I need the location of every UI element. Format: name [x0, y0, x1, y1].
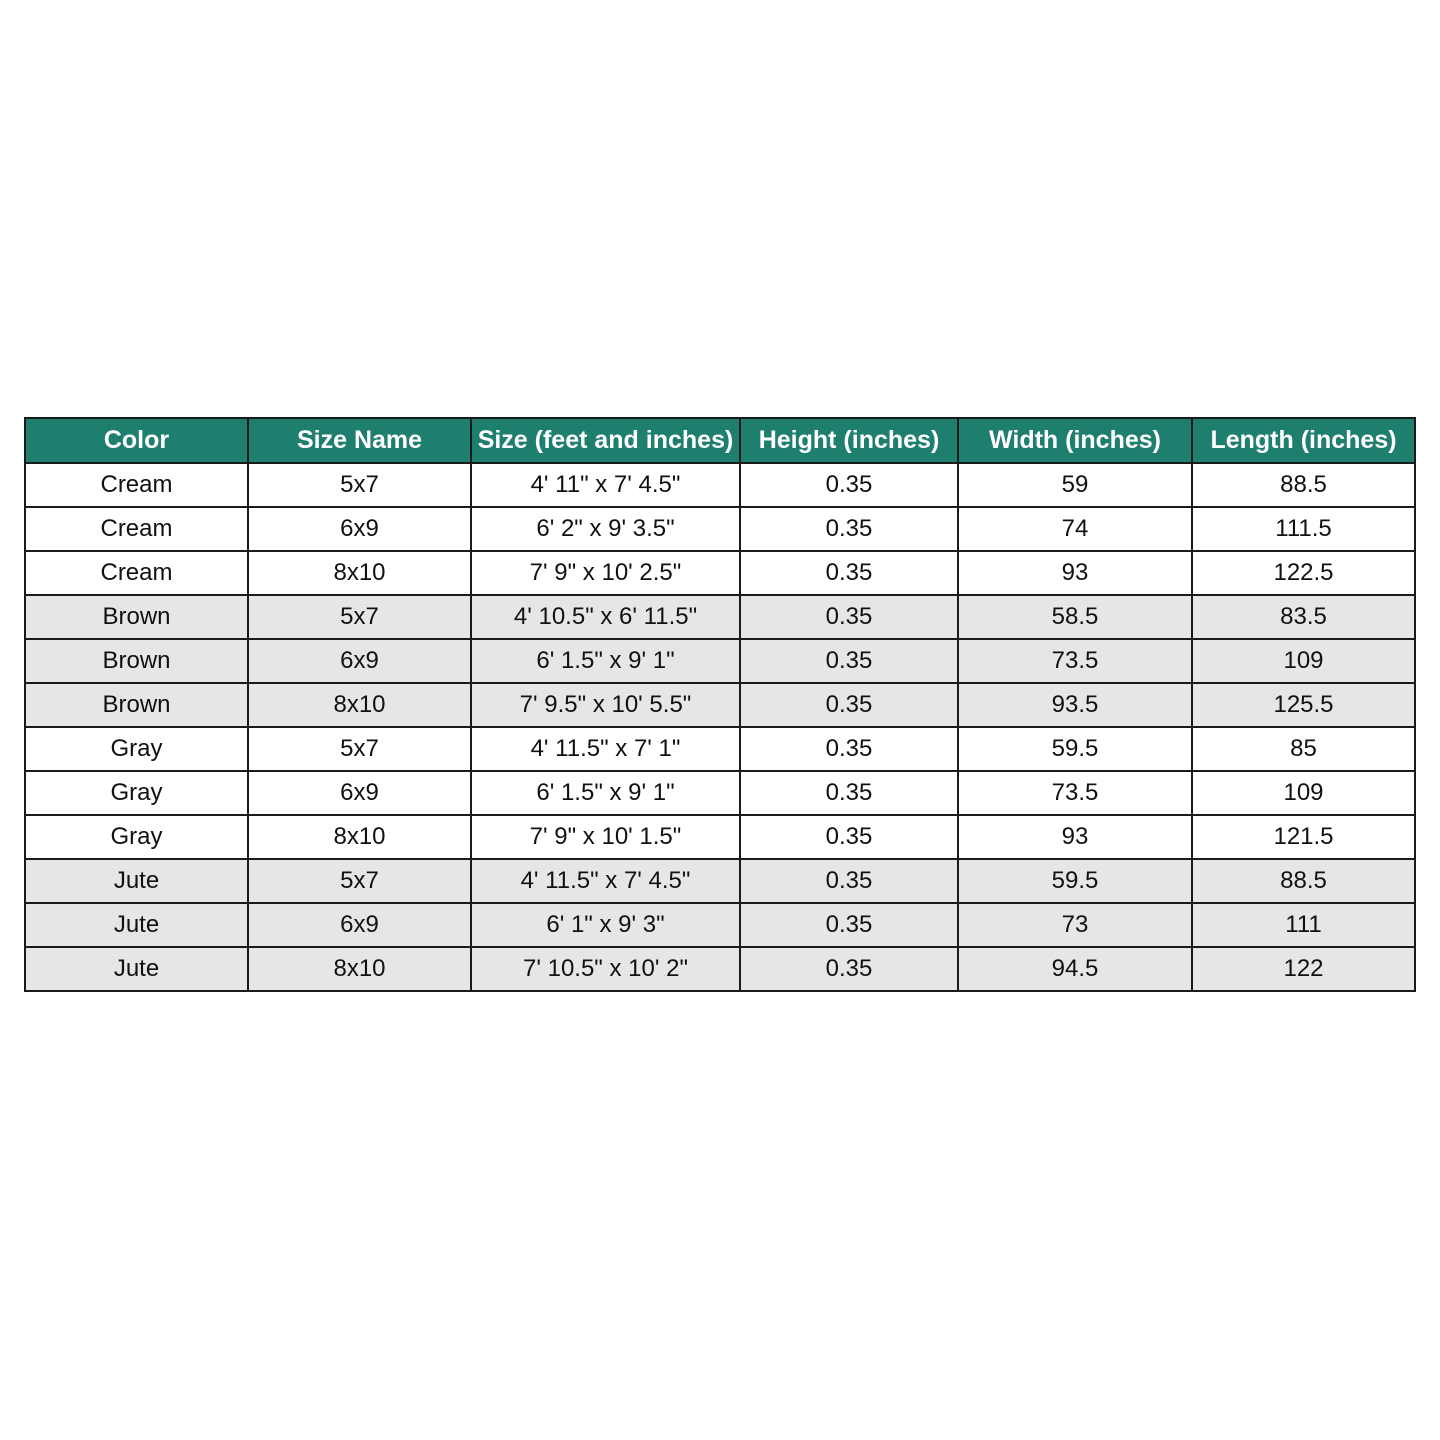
cell-size-feet-inches: 4' 11.5" x 7' 1" [471, 727, 740, 771]
table-row [25, 815, 1415, 859]
cell-height: 0.35 [740, 727, 958, 771]
table-row [25, 463, 1415, 507]
table-header-row [25, 418, 1415, 463]
cell-height: 0.35 [740, 815, 958, 859]
cell-size-feet-inches: 6' 1" x 9' 3" [471, 903, 740, 947]
table-row [25, 903, 1415, 947]
cell-color: Brown [25, 639, 248, 683]
cell-size-name: 5x7 [248, 595, 471, 639]
cell-size-feet-inches: 4' 10.5" x 6' 11.5" [471, 595, 740, 639]
cell-length: 111 [1192, 903, 1415, 947]
cell-color: Cream [25, 551, 248, 595]
column-header-color: Color [25, 418, 248, 463]
cell-length: 85 [1192, 727, 1415, 771]
cell-length: 88.5 [1192, 859, 1415, 903]
cell-size-name: 8x10 [248, 947, 471, 991]
cell-length: 122.5 [1192, 551, 1415, 595]
cell-width: 73.5 [958, 771, 1192, 815]
cell-height: 0.35 [740, 595, 958, 639]
column-header-width: Width (inches) [958, 418, 1192, 463]
cell-width: 73 [958, 903, 1192, 947]
cell-size-feet-inches: 6' 1.5" x 9' 1" [471, 771, 740, 815]
column-header-size-name: Size Name [248, 418, 471, 463]
cell-color: Cream [25, 507, 248, 551]
cell-color: Gray [25, 771, 248, 815]
cell-size-feet-inches: 6' 2" x 9' 3.5" [471, 507, 740, 551]
table-row [25, 507, 1415, 551]
cell-length: 83.5 [1192, 595, 1415, 639]
cell-size-feet-inches: 4' 11" x 7' 4.5" [471, 463, 740, 507]
cell-height: 0.35 [740, 903, 958, 947]
cell-width: 93 [958, 815, 1192, 859]
cell-size-feet-inches: 7' 9" x 10' 1.5" [471, 815, 740, 859]
cell-width: 59.5 [958, 727, 1192, 771]
cell-height: 0.35 [740, 859, 958, 903]
cell-width: 58.5 [958, 595, 1192, 639]
cell-size-name: 8x10 [248, 683, 471, 727]
cell-size-name: 6x9 [248, 639, 471, 683]
cell-size-feet-inches: 7' 9.5" x 10' 5.5" [471, 683, 740, 727]
cell-color: Gray [25, 815, 248, 859]
cell-height: 0.35 [740, 551, 958, 595]
cell-color: Gray [25, 727, 248, 771]
cell-length: 121.5 [1192, 815, 1415, 859]
cell-color: Jute [25, 859, 248, 903]
cell-length: 122 [1192, 947, 1415, 991]
cell-size-name: 6x9 [248, 903, 471, 947]
table-row [25, 771, 1415, 815]
cell-height: 0.35 [740, 771, 958, 815]
cell-width: 74 [958, 507, 1192, 551]
cell-height: 0.35 [740, 947, 958, 991]
cell-width: 59 [958, 463, 1192, 507]
cell-color: Jute [25, 947, 248, 991]
cell-width: 94.5 [958, 947, 1192, 991]
table-row [25, 683, 1415, 727]
cell-width: 73.5 [958, 639, 1192, 683]
cell-size-feet-inches: 4' 11.5" x 7' 4.5" [471, 859, 740, 903]
cell-length: 111.5 [1192, 507, 1415, 551]
cell-height: 0.35 [740, 463, 958, 507]
cell-color: Brown [25, 683, 248, 727]
cell-height: 0.35 [740, 639, 958, 683]
cell-size-feet-inches: 7' 9" x 10' 2.5" [471, 551, 740, 595]
size-chart-table [24, 417, 1416, 992]
cell-height: 0.35 [740, 683, 958, 727]
table-row [25, 595, 1415, 639]
cell-length: 109 [1192, 771, 1415, 815]
cell-size-name: 8x10 [248, 815, 471, 859]
cell-size-name: 5x7 [248, 727, 471, 771]
cell-color: Brown [25, 595, 248, 639]
table-row [25, 727, 1415, 771]
cell-color: Jute [25, 903, 248, 947]
cell-color: Cream [25, 463, 248, 507]
cell-size-name: 6x9 [248, 771, 471, 815]
table-row [25, 551, 1415, 595]
column-header-length: Length (inches) [1192, 418, 1415, 463]
cell-length: 109 [1192, 639, 1415, 683]
cell-size-name: 8x10 [248, 551, 471, 595]
table-row [25, 639, 1415, 683]
cell-height: 0.35 [740, 507, 958, 551]
cell-size-name: 6x9 [248, 507, 471, 551]
cell-size-feet-inches: 6' 1.5" x 9' 1" [471, 639, 740, 683]
table-row [25, 859, 1415, 903]
column-header-height: Height (inches) [740, 418, 958, 463]
table-row [25, 947, 1415, 991]
cell-size-feet-inches: 7' 10.5" x 10' 2" [471, 947, 740, 991]
cell-size-name: 5x7 [248, 463, 471, 507]
cell-width: 93.5 [958, 683, 1192, 727]
cell-length: 125.5 [1192, 683, 1415, 727]
cell-length: 88.5 [1192, 463, 1415, 507]
column-header-size-feet-inches: Size (feet and inches) [471, 418, 740, 463]
cell-width: 59.5 [958, 859, 1192, 903]
cell-size-name: 5x7 [248, 859, 471, 903]
cell-width: 93 [958, 551, 1192, 595]
